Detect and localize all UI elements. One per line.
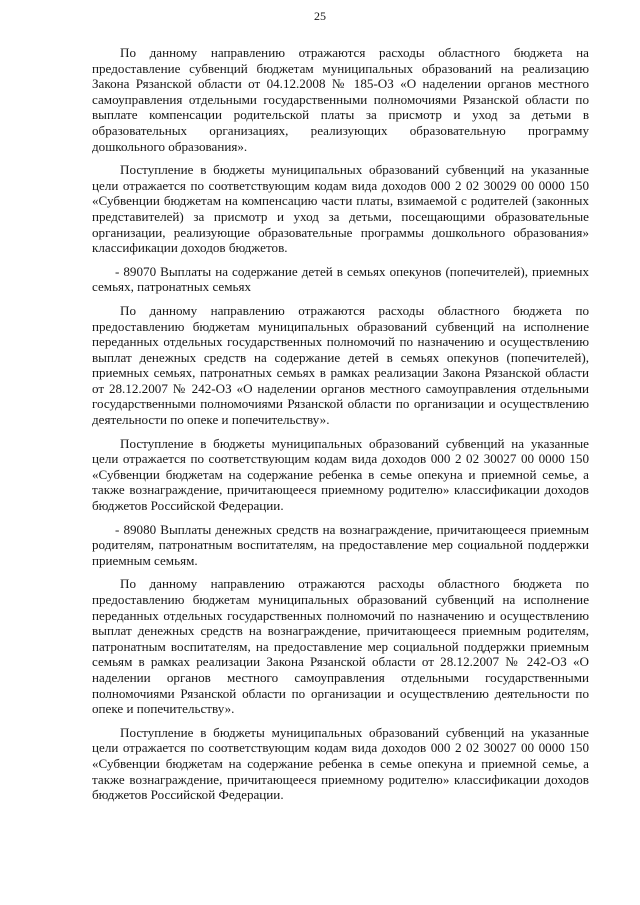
page-number: 25 [314,9,326,23]
list-item-89070: - 89070 Выплаты на содержание детей в семьях опекунов (попечителей), приемных семьях, патронатных семьях [92,263,589,295]
list-item-89080: - 89080 Выплаты денежных средств на вознаграждение, причитающееся приемным родителям, патронатным воспитателям, на предоставление мер социальной поддержки приемным семьям. [92,521,589,568]
paragraph-subsidy-parental-fee: По данному направлению отражаются расходы областного бюджета на предоставление субвенций бюджетам муниципальных образований на реализацию Закона Рязанской области от 04.12.2008 № 185-ОЗ «О наделении органов местного самоуправления отдельными государственными полномочиями Рязанской области по выплате компенсации родительской платы за присмотр и уход за детьми в образовательных организациях, реализующих образовательную программу дошкольного образования». [92,45,589,154]
paragraph-subsidy-foster-reward: По данному направлению отражаются расходы областного бюджета по предоставлению бюджетам муниципальных образований субвенций на исполнение переданных отдельных государственных полномочий по назначению и осуществлению выплат денежных средств на вознаграждение, причитающееся приемным родителям, патронатным воспитателям, на предоставление мер социальной поддержки приемным семьям в рамках реализации Закона Рязанской области от 28.12.2007 № 242-ОЗ «О наделении органов местного самоуправления отдельными государственными полномочиями Рязанской области по организации и осуществлению деятельности по опеке и попечительству». [92,576,589,717]
paragraph-income-code-30029: Поступление в бюджеты муниципальных образований субвенций на указанные цели отражается по соответствующим кодам вида доходов 000 2 02 30029 00 0000 150 «Субвенции бюджетам на компенсацию части платы, взимаемой с родителей (законных представителей) за присмотр и уход за детьми, посещающими образовательные организации, реализующие образовательные программы дошкольного образования» классификации доходов бюджетов. [92,162,589,256]
document-body [92,45,589,803]
paragraph-income-code-30027-second: Поступление в бюджеты муниципальных образований субвенций на указанные цели отражается по соответствующим кодам вида доходов 000 2 02 30027 00 0000 150 «Субвенции бюджетам на содержание ребенка в семье опекуна и приемной семье, а также вознаграждение, причитающееся приемному родителю» классификации доходов бюджетов Российской Федерации. [92,724,589,803]
paragraph-subsidy-guardianship: По данному направлению отражаются расходы областного бюджета по предоставлению бюджетам муниципальных образований субвенций на исполнение переданных отдельных государственных полномочий по назначению и осуществлению выплат денежных средств на содержание детей в семьях опекунов (попечителей), приемных семьях, патронатных семьях в рамках реализации Закона Рязанской области от 28.12.2007 № 242-ОЗ «О наделении органов местного самоуправления отдельными государственными полномочиями Рязанской области по организации и осуществлению деятельности по опеке и попечительству». [92,302,589,428]
paragraph-income-code-30027-first: Поступление в бюджеты муниципальных образований субвенций на указанные цели отражается по соответствующим кодам вида доходов 000 2 02 30027 00 0000 150 «Субвенции бюджетам на содержание ребенка в семье опекуна и приемной семье, а также вознаграждение, причитающееся приемному родителю» классификации доходов бюджетов Российской Федерации. [92,435,589,514]
